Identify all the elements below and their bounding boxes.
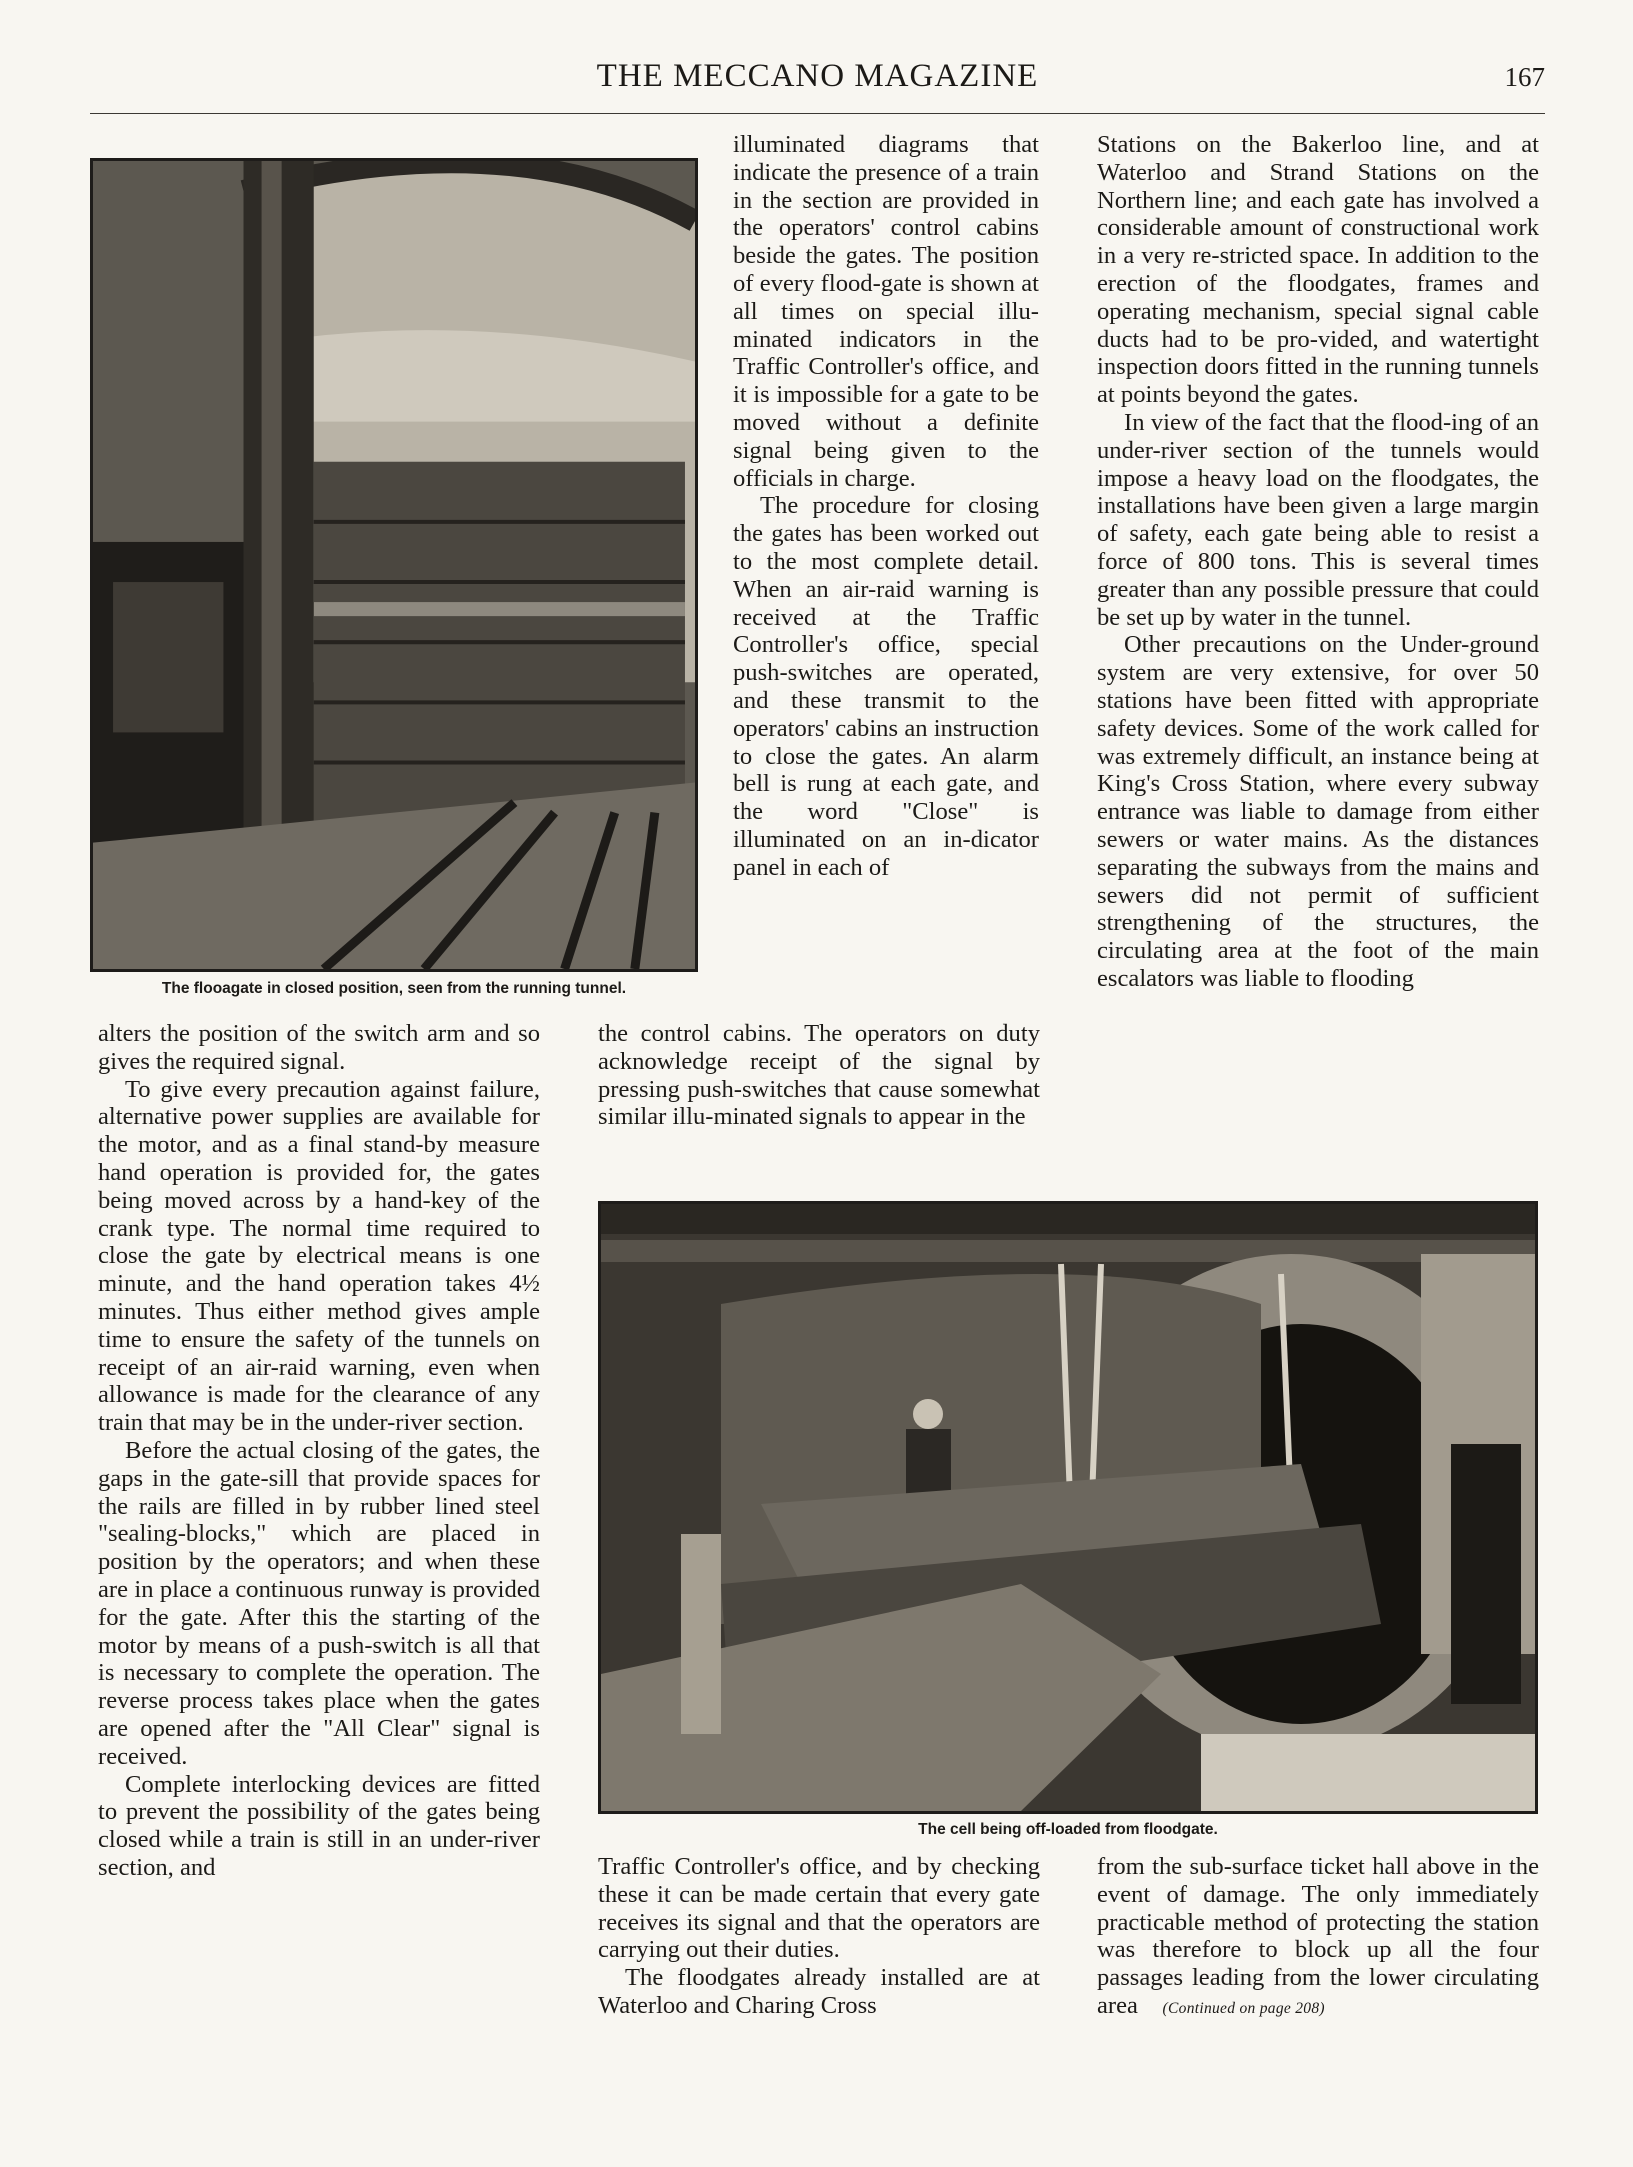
paragraph: In view of the fact that the flood-ing of an under-river section of the tunnels would impose a heavy load on the floodgates, the installations have been given a large margin of safety, each gate being able to resist a force of 800 tons. This is several times greater than any possible pressure that could be set up by water in the tunnel.: [1097, 408, 1539, 631]
article-column-2-bottom: [598, 1853, 1040, 2020]
paragraph: Before the actual closing of the gates, the gaps in the gate-sill that provide spaces for the rails are filled in by rubber lined steel "sealing-blocks," which are placed in position by the operators; and when these are in place a continuous runway is provided for the gate. After this the starting of the motor by means of a push-switch is all that is necessary to complete the operation. The reverse process takes place when the gates are opened after the "All Clear" signal is received.: [98, 1436, 540, 1770]
paragraph: Other precautions on the Under-ground system are very extensive, for over 50 stations have been fitted with appropriate safety devices. Some of the work called for was extremely difficult, an instance being at King's Cross Station, where every subway entrance was liable to damage from either sewers or water mains. As the distances separating the subways from the mains and sewers did not permit of sufficient strengthening of the structures, the circulating area at the foot of the main escalators was liable to flooding: [1097, 631, 1539, 992]
paragraph: The floodgates already installed are at Waterloo and Charing Cross: [598, 1964, 1040, 2019]
header-rule: [90, 113, 1545, 114]
paragraph: alters the position of the switch arm and so gives the required signal.: [98, 1020, 540, 1075]
article-column-3-bottom: [1097, 1853, 1539, 2023]
article-column-2-top: [733, 131, 1039, 882]
paragraph: the control cabins. The operators on duty acknowledge receipt of the signal by pressing push-switches that cause somewhat similar illu-minated signals to appear in the: [598, 1020, 1040, 1131]
page-number: 167: [1504, 62, 1545, 92]
paragraph: Stations on the Bakerloo line, and at Waterloo and Strand Stations on the Northern line; and each gate has involved a considerable amount of constructional work in a very re-stricted space. In addition to the erection of the floodgates, frames and operating mechanism, special signal cable ducts had to be pro-vided, and watertight inspection doors fitted in the running tunnels at points beyond the gates.: [1097, 131, 1539, 409]
page-header: [90, 58, 1545, 118]
continued-note: (Continued on page 208): [1162, 1999, 1325, 2017]
magazine-title: THE MECCANO MAGAZINE: [596, 58, 1039, 94]
paragraph: The procedure for closing the gates has been worked out to the most complete detail. When an air-raid warning is received at the Traffic Controller's office, special push-switches are operated, and these transmit to the operators' cabins an instruction to close the gates. An alarm bell is rung at each gate, and the word "Close" is illuminated on an in-dicator panel in each of: [733, 492, 1039, 881]
paragraph: Traffic Controller's office, and by checking these it can be made certain that every gate receives its signal and that the operators are carrying out their duties.: [598, 1853, 1040, 1964]
figure-caption-cell: The cell being off-loaded from floodgate.: [918, 1821, 1218, 1838]
figure-caption-floodgate: The flooagate in closed position, seen from the running tunnel.: [161, 980, 627, 997]
floodgate-photo: [90, 158, 698, 972]
paragraph: [1097, 1853, 1539, 2023]
article-column-2-continued: [598, 1020, 1040, 1131]
paragraph: To give every precaution against failure, alternative power supplies are available for the motor, and as a final stand-by measure hand operation is provided for, the gates being moved across by a hand-key of the crank type. The normal time required to close the gate by electrical means is one minute, and the hand operation takes 4½ minutes. Thus either method gives ample time to ensure the safety of the tunnels on receipt of an air-raid warning, even when allowance is made for the clearance of any train that may be in the under-river section.: [98, 1075, 540, 1437]
cell-offloading-photo: [598, 1201, 1538, 1814]
paragraph: Complete interlocking devices are fitted to prevent the possibility of the gates being closed while a train is still in an under-river section, and: [98, 1770, 540, 1881]
article-column-3-top: [1097, 131, 1539, 993]
article-column-1: [98, 1020, 540, 1882]
paragraph-text: from the sub-surface ticket hall above in the event of damage. The only immediately practicable method of protecting the station was therefore to block up all the four passages leading from the lower circulating area: [1097, 1853, 1539, 2019]
paragraph: illuminated diagrams that indicate the presence of a train in the section are provided in the operators' control cabins beside the gates. The position of every flood-gate is shown at all times on special illu-minated indicators in the Traffic Controller's office, and it is impossible for a gate to be moved without a definite signal being given to the officials in charge.: [733, 131, 1039, 492]
